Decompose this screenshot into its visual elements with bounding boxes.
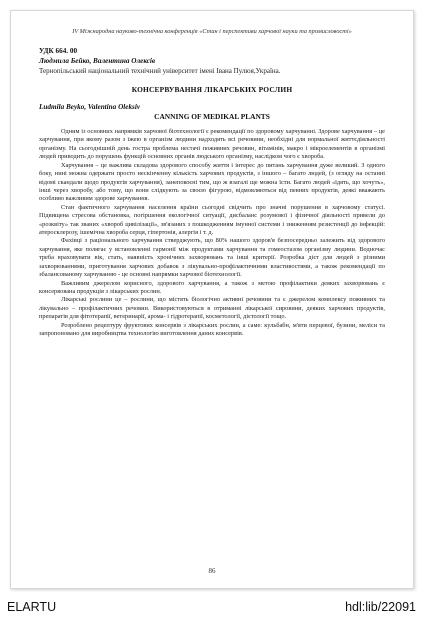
document-page (10, 10, 414, 589)
udk-code: УДК 664. 00 (39, 47, 78, 55)
affiliation: Тернопільський національний технічний університет імені Івана Пулюя,Україна. (39, 67, 281, 75)
repository-footer (0, 597, 424, 620)
paragraph: Одним із основних напрямків харчової біотехнології є рекомендації по здоровому харчуванні. Здорове харчування – це харчування, при якому разом з їжею в організм людини надходять всі речовини, необхідні для нормальної життєдіяльності організму. На сьогоднішній день гостра проблема нестачі поживних речовин, вітамінів, макро і мікроелементів в організмі людей приводить до порушень функцій основних органів людського організму, наслідком чого є хвороба. (39, 128, 385, 161)
title-ukrainian: КОНСЕРВУВАННЯ ЛІКАРСЬКИХ РОСЛИН (131, 85, 293, 94)
paragraph: Фахівці з раціонального харчування стверджують, що 80% нашого здоров'я безпосередньо залежить від здорового харчування, яке полягає у встановленні гармонії між продуктами харчування та гомеостазом організму людини. Водночас треба враховувати вік, стать, наявність хронічних захворювань та інші критерії. Розробка дієт для людей з різними захворюваннями, приготування харчових добавок з лікувально-профілактичними властивостями, а також рекомендації по збалансованому харчуванню - це основні напрямки харчової біотехнології. (39, 237, 385, 279)
paragraph: Лікарські рослини це – рослини, що містять біологічно активні речовини та є джерелом комплексу поживних та лікувально – профілактичних речовин. Використовуються в отриманні лікарської сировини, деяких харчових продуктів, препаратів для фітотерапії, ветеринарії, арома- і гідротерапії, косметології, дієтології тощо. (39, 296, 385, 321)
paragraph: Харчування – це важлива складова здорового способу життя і інтерес до питань харчування дуже великий. З одного боку, нині можна одержати просто нескінченну кількість харчових продуктів, з іншого – багато людей, (з огляду на останні відомі скандали щодо продуктів харчування), занепокоєні тим, що ж взагалі ще можна їсти. Багато людей «їдять, що хочуть», інші через хворобу, або тому, що вони слідкують за своєю фігурою, відмовляються від певних продуктів, деякі вважають особливо важливим здорове харчування. (39, 161, 385, 203)
authors-ukrainian: Людмила Бейко, Валентина Олексів (39, 57, 156, 65)
paragraph: Стан фактичного харчування населення країни сьогодні свідчить про значні порушення в харчовому статусі. Підвищена стресова обстановка, погіршення екологічної ситуації, дисбаланс розумової і фізичної діяльності привели до «розквіту» так званих «хвороб цивілізації», зв'язаних з пошкодженням імунної системи і зниженням резистенції до інфекцій: атеросклерозу, ішемічна хвороба серця, гіпертонія, алергія і т. д. (39, 203, 385, 237)
paragraph: Розроблено рецептуру фруктових консервів з лікарських рослин, а саме: кульбабн, м'яти перцевої, бузини, меліси та запропоновано для виробництва технологію виготовлення даних консервів. (39, 321, 385, 338)
repository-name: ELARTU (7, 600, 57, 614)
authors-english: Ludmila Beyko, Valentina Oleksiv (39, 103, 141, 111)
handle-id: hdl:lib/22091 (345, 600, 416, 614)
page-number: 86 (208, 567, 216, 575)
title-english: CANNING OF MEDIKAL PLANTS (154, 112, 270, 121)
conference-header: IV Міжнародна науково-технічна конференція «Стан і перспективи харчової науки та промисловості» (72, 28, 352, 35)
article-body (39, 128, 385, 339)
paragraph: Важливим джерелом корисного, здорового харчування, а також з метою профілактики деяких захворювань є консервована продукція з лікарських рослин. (39, 279, 385, 296)
